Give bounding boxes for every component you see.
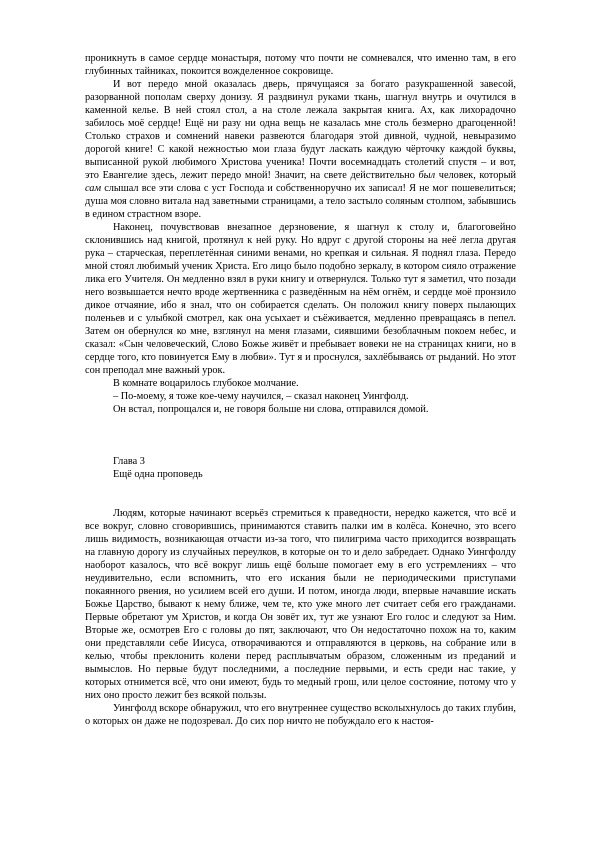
paragraph: – По-моему, я тоже кое-чему научился, – сказал наконец Уингфолд. [113, 391, 409, 402]
paragraph: И вот передо мной оказалась дверь, прячущаяся за богато разукрашенной завесой, разорванной пополам сверху донизу. Я раздвинул руками ткань, шагнул внутрь и очутился в каменной келье. В ней стоял стол, а на столе лежала закрытая книга. Ах, как лихорадочно забилось моё сердце! Ещё ни разу ни одна вещь не казалась мне столь безмерно драгоценной! Столько страхов и сомнений навеки развеются благодаря этой дивной, чудной, невыразимо дорогой книге! С какой нежностью мои глаза будут ласкать каждую чёрточку каждой буквы, выписанной рукой любимого Христова ученика! Почти восемнадцать столетий спустя – и вот, это Евангелие здесь, лежит передо мной! Значит, на свете действительно был человек, который сам слышал все эти слова с уст Господа и собственноручно их записал! Я не мог пошевелиться; душа моя словно витала над заветными страницами, а тело застыло соляным столпом, забывшись в едином страстном взоре. [85, 79, 516, 220]
chapter-number: Глава 3 [113, 456, 145, 467]
paragraph: Уингфолд вскоре обнаружил, что его внутреннее существо всколыхнулось до таких глубин, о которых он даже не подозревал. До сих пор ничто не побуждало его к настоя- [85, 703, 516, 727]
chapter-heading [85, 455, 516, 481]
paragraph: Наконец, почувствовав внезапное дерзновение, я шагнул к столу и, благоговейно склонившись над книгой, протянул к ней руку. Но вдруг с другой стороны на неё легла другая рука – старческая, переплетённая синими венами, но крепкая и сильная. Я поднял глаза. Передо мной стоял любимый ученик Христа. Его лицо было подобно зеркалу, в котором сияло отражение лика его Учителя. Он медленно взял в руки книгу и отвернулся. Только тут я заметил, что позади него возвышается нечто вроде жертвенника с разведённым на нём огнём, и сердце моё пронзило дикое отчаяние, ибо я знал, что он собирается сделать. Он положил книгу поверх пылающих поленьев и с улыбкой смотрел, как она усыхает и съёживается, медленно превращаясь в пепел. Затем он обернулся ко мне, взглянул на меня глазами, сиявшими безоблачным покоем небес, и сказал: «Сын человеческий, Слово Божье живёт и пребывает вовеки не на страницах книги, но в сердце того, кто повинуется Ему в любви». Тут я и проснулся, захлёбываясь от рыданий. Но этот сон преподал мне важный урок. [85, 222, 516, 376]
paragraph: Людям, которые начинают всерьёз стремиться к праведности, нередко кажется, что всё и все вокруг, словно сговорившись, принимаются ставить палки им в колёса. Конечно, это всего лишь видимость, возникающая отчасти из-за того, что пилигрима часто приходится возвращать на главную дорогу из случайных переулков, в которые он то и дело забредает. Однако Уингфолду наоборот казалось, что всё вокруг лишь ещё больше помогает ему в его устремлениях – что неудивительно, если вспомнить, что его искания были не периодическими приступами покаянного рвения, но усилием всей его души. И потом, иногда люди, впервые начавшие искать Божье Царство, бывают к нему ближе, чем те, кто уже много лет считает себя его гражданами. Первые обретают ум Христов, и когда Он зовёт их, тут же узнают Его голос и следуют за Ним. Вторые же, осмотрев Его с головы до пят, заключают, что Он недостаточно похож на то, каким они представляли себе Иисуса, отворачиваются и отправляются в церковь, на собрание или в келью, чтобы преклонить колени перед расплывчатым образом, сложенным из преданий и вымыслов. Но первые будут последними, а последние первыми, и есть среди нас такие, у которых отнимется всё, что они имеют, будь то медный грош, или целое состояние, потому что у них оно просто лежит без всякой пользы. [85, 508, 516, 701]
chapter-title: Ещё одна проповедь [113, 469, 203, 480]
text-column [85, 52, 516, 728]
paragraph: В комнате воцарилось глубокое молчание. [113, 378, 299, 389]
paragraph: Он встал, попрощался и, не говоря больше ни слова, отправился домой. [113, 404, 429, 415]
paragraph: проникнуть в самое сердце монастыря, потому что почти не сомневался, что именно там, в его глубинных тайниках, покоится вожделенное сокровище. [85, 53, 516, 77]
